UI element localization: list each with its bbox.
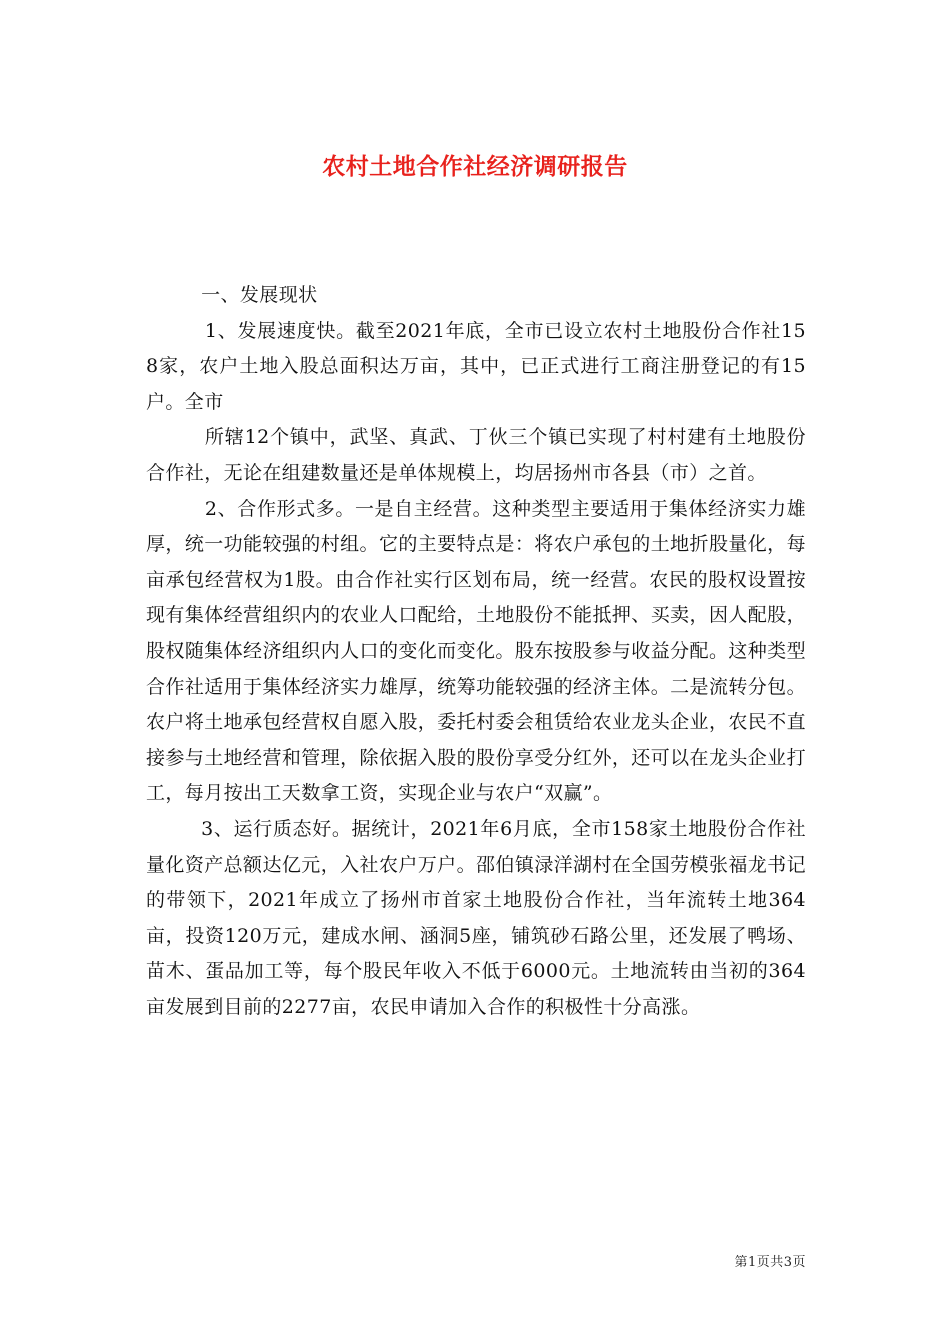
paragraph-cooperation-forms: 2、合作形式多。一是自主经营。这种类型主要适用于集体经济实力雄厚，统一功能较强的村组。它的主要特点是：将农户承包的土地折股量化，每亩承包经营权为1股。由合作社实行区划布局，统一经营。农民的股权设置按现有集体经营组织内的农业人口配给，土地股份不能抵押、买卖，因人配股，股权随集体经济组织内人口的变化而变化。股东按股参与收益分配。这种类型合作社适用于集体经济实力雄厚，统筹功能较强的经济主体。二是流转分包。农户将土地承包经营权自愿入股，委托村委会租赁给农业龙头企业，农民不直接参与土地经营和管理，除依据入股的股份享受分红外，还可以在龙头企业打工，每月按出工天数拿工资，实现企业与农户“双赢”。 — [146, 497, 806, 805]
paragraph-development-speed: 1、发展速度快。截至2021年底，全市已设立农村土地股份合作社158家，农户土地入股总面积达万亩，其中，已正式进行工商注册登记的有15户。全市 — [146, 319, 806, 413]
section-heading: 一、发展现状 — [201, 284, 318, 306]
paragraph-operation-quality: 3、运行质态好。据统计，2021年6月底，全市158家土地股份合作社量化资产总额达亿元，入社农户万户。邵伯镇渌洋湖村在全国劳模张福龙书记的带领下，2021年成立了扬州市首家土地股份合作社，当年流转土地364亩，投资120万元，建成水闸、涵洞5座，铺筑砂石路公里，还发展了鸭场、苗木、蛋品加工等，每个股民年收入不低于6000元。土地流转由当初的364亩发展到目前的2277亩，农民申请加入合作的积极性十分高涨。 — [146, 817, 806, 1018]
page-number: 第1页共3页 — [734, 1255, 806, 1270]
paragraph-towns: 所辖12个镇中，武坚、真武、丁伙三个镇已实现了村村建有土地股份合作社，无论在组建数量还是单体规模上，均居扬州市各县（市）之首。 — [146, 426, 806, 484]
document-body — [146, 278, 806, 1025]
document-title: 农村土地合作社经济调研报告 — [322, 153, 628, 181]
